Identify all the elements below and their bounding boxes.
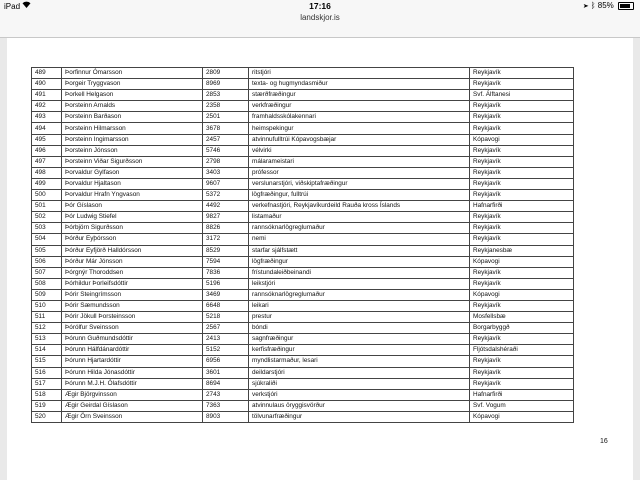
candidate-name: Þorvaldur Gylfason	[62, 167, 203, 178]
row-number: 510	[32, 300, 62, 311]
occupation: lögfræðingur, fulltrúi	[249, 190, 470, 201]
table-row	[32, 245, 574, 256]
municipality: Reykjavík	[470, 278, 574, 289]
candidate-name: Þórður Eyþórsson	[62, 234, 203, 245]
municipality: Reykjavík	[470, 79, 574, 90]
municipality: Reykjavík	[470, 178, 574, 189]
table-row	[32, 356, 574, 367]
table-row	[32, 234, 574, 245]
candidate-name: Ægir Geirdal Gíslason	[62, 400, 203, 411]
candidate-name: Ægir Björgvinsson	[62, 389, 203, 400]
municipality: Reykjavík	[470, 378, 574, 389]
candidate-id: 3172	[203, 234, 249, 245]
battery-fill	[620, 4, 630, 8]
row-number: 490	[32, 79, 62, 90]
municipality: Reykjavík	[470, 101, 574, 112]
candidate-id: 7594	[203, 256, 249, 267]
table-row	[32, 223, 574, 234]
candidate-id: 8903	[203, 411, 249, 422]
occupation: prófessor	[249, 167, 470, 178]
table-row	[32, 201, 574, 212]
municipality: Svf. Álftanesi	[470, 90, 574, 101]
table-row	[32, 178, 574, 189]
candidate-name: Þórunn Guðmundsdóttir	[62, 334, 203, 345]
candidate-id: 4492	[203, 201, 249, 212]
municipality: Reykjavík	[470, 234, 574, 245]
occupation: bóndi	[249, 323, 470, 334]
candidate-name: Þorsteinn Hilmarsson	[62, 123, 203, 134]
occupation: frístundaleiðbeinandi	[249, 267, 470, 278]
table-row	[32, 345, 574, 356]
table-row	[32, 334, 574, 345]
municipality: Reykjavík	[470, 145, 574, 156]
table-body	[32, 68, 574, 423]
candidate-name: Þórunn Hjartardóttir	[62, 356, 203, 367]
occupation: kerfisfræðingur	[249, 345, 470, 356]
candidate-name: Þórólfur Sveinsson	[62, 323, 203, 334]
municipality: Reykjavík	[470, 68, 574, 79]
occupation: nemi	[249, 234, 470, 245]
occupation: atvinnulaus öryggisvörður	[249, 400, 470, 411]
table-row	[32, 278, 574, 289]
page-number: 16	[600, 438, 608, 445]
row-number: 516	[32, 367, 62, 378]
candidate-name: Þorsteinn Jónsson	[62, 145, 203, 156]
row-number: 513	[32, 334, 62, 345]
candidate-name: Þórbjörn Sigurðsson	[62, 223, 203, 234]
table-row	[32, 156, 574, 167]
occupation: deildarstjóri	[249, 367, 470, 378]
row-number: 515	[32, 356, 62, 367]
occupation: verkfræðingur	[249, 101, 470, 112]
municipality: Kópavogi	[470, 289, 574, 300]
occupation: sagnfræðingur	[249, 334, 470, 345]
occupation: verkefnastjóri, Reykjavíkurdeild Rauða kross Íslands	[249, 201, 470, 212]
municipality: Reykjavík	[470, 190, 574, 201]
table-row	[32, 79, 574, 90]
table-row	[32, 145, 574, 156]
candidate-name: Þorsteinn Arnalds	[62, 101, 203, 112]
occupation: texta- og hugmyndasmiður	[249, 79, 470, 90]
row-number: 501	[32, 201, 62, 212]
candidate-id: 7363	[203, 400, 249, 411]
candidate-id: 9827	[203, 212, 249, 223]
battery-icon	[618, 2, 634, 10]
candidate-name: Þorsteinn Barðason	[62, 112, 203, 123]
row-number: 503	[32, 223, 62, 234]
occupation: verkstjóri	[249, 389, 470, 400]
row-number: 493	[32, 112, 62, 123]
municipality: Reykjavík	[470, 334, 574, 345]
table-row	[32, 289, 574, 300]
status-right	[584, 1, 634, 10]
candidate-id: 8694	[203, 378, 249, 389]
occupation: heimspekingur	[249, 123, 470, 134]
municipality: Reykjavík	[470, 367, 574, 378]
candidate-name: Þórhildur Þorleifsdóttir	[62, 278, 203, 289]
table-row	[32, 400, 574, 411]
municipality: Reykjavík	[470, 212, 574, 223]
table-row	[32, 389, 574, 400]
municipality: Fljótsdalshéraði	[470, 345, 574, 356]
candidate-name: Þórunn Hálfdánardóttir	[62, 345, 203, 356]
candidate-id: 8826	[203, 223, 249, 234]
table-row	[32, 212, 574, 223]
candidate-id: 5218	[203, 312, 249, 323]
candidate-id: 2457	[203, 134, 249, 145]
candidate-id: 6648	[203, 300, 249, 311]
occupation: tölvunarfræðingur	[249, 411, 470, 422]
table-row	[32, 367, 574, 378]
candidate-id: 8529	[203, 245, 249, 256]
table-row	[32, 312, 574, 323]
status-bar	[0, 0, 640, 13]
row-number: 492	[32, 101, 62, 112]
municipality: Hafnarfirði	[470, 201, 574, 212]
occupation: verslunarstjóri, viðskiptafræðingur	[249, 178, 470, 189]
candidate-name: Þórður Már Jónsson	[62, 256, 203, 267]
candidate-id: 7836	[203, 267, 249, 278]
table-row	[32, 123, 574, 134]
candidate-id: 8969	[203, 79, 249, 90]
candidate-name: Þórir Jökull Þorsteinsson	[62, 312, 203, 323]
candidate-id: 5372	[203, 190, 249, 201]
occupation: rannsóknarlögreglumaður	[249, 289, 470, 300]
occupation: stærðfræðingur	[249, 90, 470, 101]
candidate-id: 6956	[203, 356, 249, 367]
row-number: 504	[32, 234, 62, 245]
row-number: 502	[32, 212, 62, 223]
municipality: Kópavogi	[470, 411, 574, 422]
candidate-name: Þorkell Helgason	[62, 90, 203, 101]
municipality: Reykjavík	[470, 223, 574, 234]
candidate-name: Þór Ludwig Stiefel	[62, 212, 203, 223]
battery-percent: 85%	[597, 1, 614, 10]
occupation: framhaldsskólakennari	[249, 112, 470, 123]
candidate-name: Þorgeir Tryggvason	[62, 79, 203, 90]
row-number: 499	[32, 178, 62, 189]
occupation: leikstjóri	[249, 278, 470, 289]
table-row	[32, 378, 574, 389]
candidate-id: 2413	[203, 334, 249, 345]
row-number: 506	[32, 256, 62, 267]
candidate-name: Þórunn M.J.H. Ólafsdóttir	[62, 378, 203, 389]
url-text[interactable]: landskjor.is	[300, 13, 340, 22]
row-number: 489	[32, 68, 62, 79]
candidate-id: 2743	[203, 389, 249, 400]
row-number: 497	[32, 156, 62, 167]
candidate-name: Þorfinnur Ómarsson	[62, 68, 203, 79]
row-number: 519	[32, 400, 62, 411]
candidate-name: Þórgnýr Thoroddsen	[62, 267, 203, 278]
municipality: Reykjavík	[470, 123, 574, 134]
candidate-id: 3678	[203, 123, 249, 134]
candidate-id: 2809	[203, 68, 249, 79]
row-number: 495	[32, 134, 62, 145]
row-number: 496	[32, 145, 62, 156]
table-row	[32, 300, 574, 311]
municipality: Mosfellsbæ	[470, 312, 574, 323]
row-number: 509	[32, 289, 62, 300]
row-number: 511	[32, 312, 62, 323]
candidate-id: 3601	[203, 367, 249, 378]
table-row	[32, 101, 574, 112]
row-number: 494	[32, 123, 62, 134]
row-number: 505	[32, 245, 62, 256]
row-number: 491	[32, 90, 62, 101]
municipality: Reykjavík	[470, 300, 574, 311]
table-row	[32, 68, 574, 79]
occupation: starfar sjálfstætt	[249, 245, 470, 256]
municipality: Reykjanesbæ	[470, 245, 574, 256]
candidate-id: 2501	[203, 112, 249, 123]
candidate-id: 5746	[203, 145, 249, 156]
occupation: myndlistarmaður, lesari	[249, 356, 470, 367]
municipality: Svf. Vogum	[470, 400, 574, 411]
row-number: 518	[32, 389, 62, 400]
table-row	[32, 267, 574, 278]
carrier-label: iPad	[4, 2, 21, 11]
municipality: Reykjavík	[470, 167, 574, 178]
occupation: prestur	[249, 312, 470, 323]
row-number: 507	[32, 267, 62, 278]
municipality: Kópavogi	[470, 134, 574, 145]
table-row	[32, 90, 574, 101]
row-number: 512	[32, 323, 62, 334]
bluetooth-icon: ᛒ	[590, 1, 596, 10]
occupation: rannsóknarlögreglumaður	[249, 223, 470, 234]
candidate-name: Ægir Örn Sveinsson	[62, 411, 203, 422]
table-row	[32, 323, 574, 334]
row-number: 498	[32, 167, 62, 178]
candidate-name: Þórunn Hilda Jónasdóttir	[62, 367, 203, 378]
row-number: 508	[32, 278, 62, 289]
occupation: málarameistari	[249, 156, 470, 167]
candidate-name: Þór Gíslason	[62, 201, 203, 212]
table-row	[32, 167, 574, 178]
clock: 17:16	[309, 1, 331, 11]
table-row	[32, 134, 574, 145]
municipality: Reykjavík	[470, 156, 574, 167]
table-row	[32, 112, 574, 123]
occupation: atvinnufulltrúi Kópavogsbæjar	[249, 134, 470, 145]
candidate-id: 2798	[203, 156, 249, 167]
row-number: 517	[32, 378, 62, 389]
document-page	[7, 38, 633, 480]
candidate-id: 2853	[203, 90, 249, 101]
table-row	[32, 256, 574, 267]
candidate-id: 3469	[203, 289, 249, 300]
municipality: Reykjavík	[470, 267, 574, 278]
occupation: lögfræðingur	[249, 256, 470, 267]
occupation: vélvirki	[249, 145, 470, 156]
municipality: Hafnarfirði	[470, 389, 574, 400]
occupation: listamaður	[249, 212, 470, 223]
candidate-name: Þorvaldur Hrafn Yngvason	[62, 190, 203, 201]
municipality: Reykjavík	[470, 356, 574, 367]
candidate-table	[31, 67, 574, 423]
table-row	[32, 411, 574, 422]
municipality: Reykjavík	[470, 112, 574, 123]
row-number: 514	[32, 345, 62, 356]
candidate-id: 2567	[203, 323, 249, 334]
candidate-name: Þorsteinn Ingimarsson	[62, 134, 203, 145]
candidate-id: 5196	[203, 278, 249, 289]
candidate-name: Þórður Eyfjörð Halldórsson	[62, 245, 203, 256]
municipality: Kópavogi	[470, 256, 574, 267]
candidate-id: 3403	[203, 167, 249, 178]
candidate-name: Þorvaldur Hjaltason	[62, 178, 203, 189]
municipality: Borgarbyggð	[470, 323, 574, 334]
occupation: ritstjóri	[249, 68, 470, 79]
candidate-id: 2358	[203, 101, 249, 112]
candidate-id: 5152	[203, 345, 249, 356]
occupation: leikari	[249, 300, 470, 311]
row-number: 520	[32, 411, 62, 422]
candidate-id: 9607	[203, 178, 249, 189]
address-bar[interactable]	[0, 13, 640, 38]
table-row	[32, 190, 574, 201]
candidate-name: Þórir Steingrímsson	[62, 289, 203, 300]
row-number: 500	[32, 190, 62, 201]
location-arrow-icon: ➤	[583, 1, 589, 10]
candidate-name: Þórir Sæmundsson	[62, 300, 203, 311]
candidate-name: Þorsteinn Viðar Sigurðsson	[62, 156, 203, 167]
occupation: sjúkraliði	[249, 378, 470, 389]
